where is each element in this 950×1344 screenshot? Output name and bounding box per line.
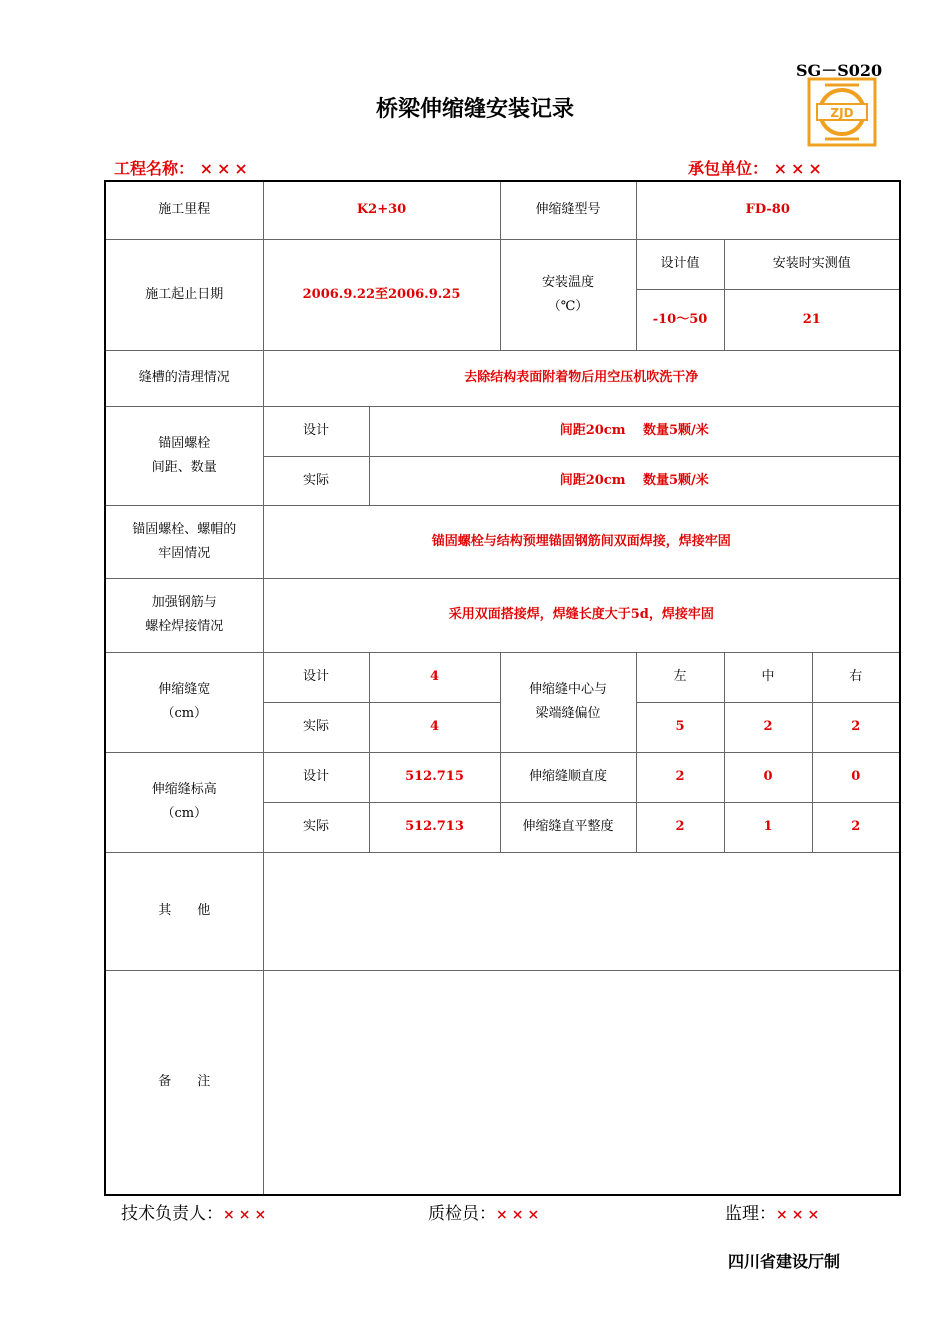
bolt-label: 锚固螺栓 间距、数量 [105,406,263,505]
bolt-design-value: 间距20cm 数量5颗/米 [369,406,900,456]
offset-mid: 2 [724,702,812,752]
other-value [263,852,900,970]
form-code: SG－S020 [796,61,883,80]
tech-label: 技术负责人： [121,1204,223,1224]
mid-header: 中 [724,652,812,702]
date-label: 施工起止日期 [105,239,263,350]
project-name-row [114,156,252,179]
remark-value [263,970,900,1195]
type-label: 伸缩缝型号 [500,181,636,239]
fasten-value: 锚固螺栓与结构预埋锚固钢筋间双面焊接，焊接牢固 [263,505,900,578]
straight-right: 0 [812,752,900,802]
offset-right: 2 [812,702,900,752]
width-design-value: 4 [369,652,500,702]
qc-value: ××× [496,1207,544,1223]
qc-row [428,1199,543,1224]
bolt-actual-label: 实际 [263,456,369,505]
tech-value: ××× [223,1207,271,1223]
left-header: 左 [636,652,724,702]
fasten-label: 锚固螺栓、螺帽的 牢固情况 [105,505,263,578]
contractor-value: ××× [773,159,826,178]
elev-design-value: 512.715 [369,752,500,802]
straight-left: 2 [636,752,724,802]
project-label: 工程名称： [114,159,195,178]
offset-label: 伸缩缝中心与 梁端缝偏位 [500,652,636,752]
elev-actual-label: 实际 [263,802,369,852]
record-table [104,180,901,1196]
flat-mid: 1 [724,802,812,852]
width-label: 伸缩缝宽 （cm） [105,652,263,752]
temp-design-value: -10～50 [636,289,724,350]
elev-actual-value: 512.713 [369,802,500,852]
logo-text: ZJD [830,106,854,120]
flat-left: 2 [636,802,724,852]
straight-mid: 0 [724,752,812,802]
bolt-actual-value: 间距20cm 数量5颗/米 [369,456,900,505]
temp-label: 安装温度 （℃） [500,239,636,350]
supervisor-row [725,1199,823,1224]
elev-label: 伸缩缝标高 （cm） [105,752,263,852]
flat-right: 2 [812,802,900,852]
tech-lead-row [121,1199,270,1224]
weld-label: 加强钢筋与 螺栓焊接情况 [105,578,263,652]
qc-label: 质检员： [428,1204,496,1224]
temp-design-label: 设计值 [636,239,724,289]
elev-design-label: 设计 [263,752,369,802]
contractor-label: 承包单位： [688,159,769,178]
width-actual-label: 实际 [263,702,369,752]
width-actual-value: 4 [369,702,500,752]
sup-label: 监理： [725,1204,776,1224]
mileage-label: 施工里程 [105,181,263,239]
contractor-row [688,156,826,179]
mileage-value: K2+30 [263,181,500,239]
remark-label: 备 注 [105,970,263,1195]
bolt-design-label: 设计 [263,406,369,456]
other-label: 其 他 [105,852,263,970]
clean-value: 去除结构表面附着物后用空压机吹洗干净 [263,350,900,406]
width-design-label: 设计 [263,652,369,702]
offset-left: 5 [636,702,724,752]
project-value: ××× [199,159,252,178]
straight-label: 伸缩缝顺直度 [500,752,636,802]
page-title: 桥梁伸缩缝安装记录 [375,97,574,122]
temp-actual-label: 安装时实测值 [724,239,900,289]
clean-label: 缝槽的清理情况 [105,350,263,406]
type-value: FD-80 [636,181,900,239]
right-header: 右 [812,652,900,702]
date-value: 2006.9.22至2006.9.25 [263,239,500,350]
temp-actual-value: 21 [724,289,900,350]
sup-value: ××× [776,1207,824,1223]
issuer: 四川省建设厅制 [728,1252,841,1271]
weld-value: 采用双面搭接焊，焊缝长度大于5d，焊接牢固 [263,578,900,652]
flat-label: 伸缩缝直平整度 [500,802,636,852]
